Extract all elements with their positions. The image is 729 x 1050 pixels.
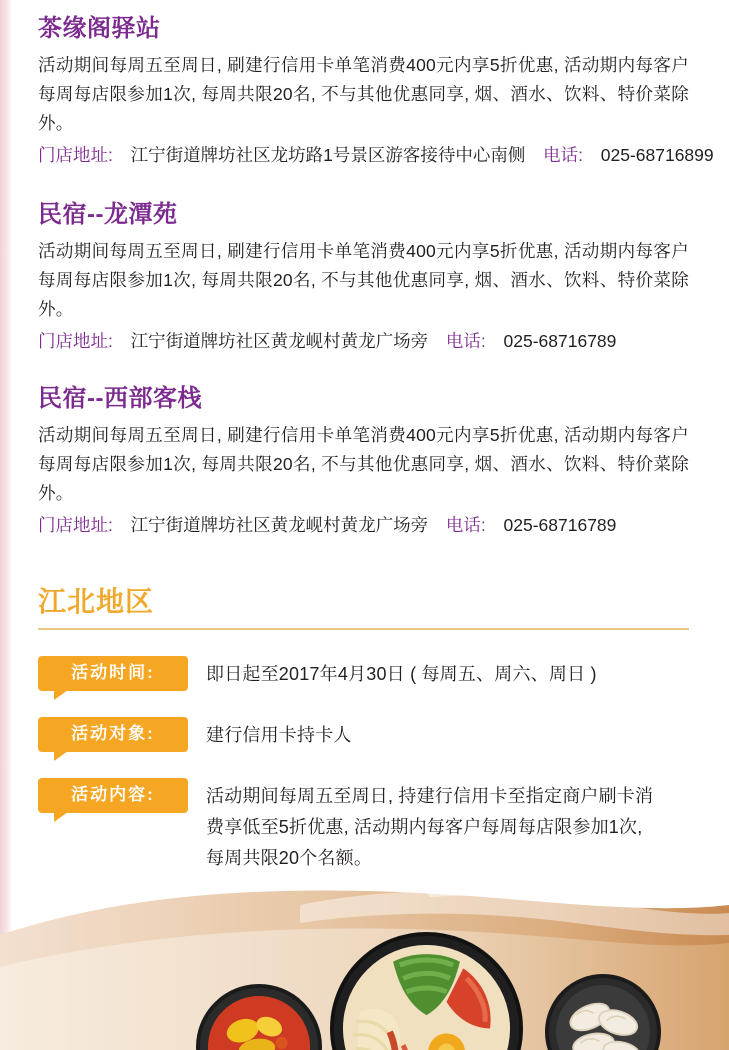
region-section-header	[0, 584, 729, 630]
address-value: 江宁街道牌坊社区龙坊路1号景区游客接待中心南侧	[130, 145, 526, 165]
info-row	[38, 778, 689, 874]
phone-value[interactable]: 025-68716899	[600, 145, 714, 165]
merchant-title: 民宿--西部客栈	[38, 385, 202, 412]
phone-label: 电话:	[445, 331, 486, 351]
address-label: 门店地址:	[38, 331, 113, 351]
info-row	[38, 656, 689, 691]
food-bowl-left-contents	[208, 996, 310, 1050]
address-label: 门店地址:	[38, 515, 113, 535]
activity-content-text: 活动期间每周五至周日, 持建行信用卡至指定商户刷卡消费享低至5折优惠, 活动期内每客户每周每店限参加1次, 每周共限20个名额。	[206, 786, 654, 868]
spacer	[0, 356, 729, 384]
merchant-contact	[38, 510, 689, 540]
address-value: 江宁街道牌坊社区黄龙岘村黄龙广场旁	[130, 331, 429, 351]
activity-time-text: 即日起至2017年4月30日 ( 每周五、周六、周日 )	[206, 664, 597, 684]
food-bowl-right-contents	[556, 985, 650, 1050]
phone-label: 电话:	[543, 145, 583, 165]
info-row	[38, 717, 689, 752]
mixed-rice-bowl-icon	[343, 945, 510, 1050]
merchant-card	[0, 384, 729, 540]
address-value: 江宁街道牌坊社区黄龙岘村黄龙广场旁	[130, 515, 429, 535]
activity-audience-text: 建行信用卡持卡人	[206, 725, 352, 745]
merchant-contact	[38, 140, 714, 170]
spacer	[0, 170, 729, 200]
phone-label: 电话:	[445, 515, 486, 535]
activity-info-list	[0, 656, 729, 874]
merchant-description: 活动期间每周五至周日, 刷建行信用卡单笔消费400元内享5折优惠, 活动期内每客户每周每店限参加1次, 每周共限20名, 不与其他优惠同享, 烟、酒水、饮料、特价菜除外。	[38, 55, 689, 133]
noodle-soup-icon	[208, 996, 310, 1050]
phone-value[interactable]: 025-68716789	[503, 515, 617, 535]
merchant-title: 茶缘阁驿站	[38, 15, 161, 42]
food-bowl-center-contents	[343, 945, 510, 1050]
address-label: 门店地址:	[38, 145, 113, 165]
merchant-title: 民宿--龙潭苑	[38, 201, 178, 228]
merchant-description: 活动期间每周五至周日, 刷建行信用卡单笔消费400元内享5折优惠, 活动期内每客户每周每店限参加1次, 每周共限20名, 不与其他优惠同享, 烟、酒水、饮料、特价菜除外。	[38, 241, 689, 319]
divider	[38, 628, 689, 630]
merchant-description: 活动期间每周五至周日, 刷建行信用卡单笔消费400元内享5折优惠, 活动期内每客户每周每店限参加1次, 每周共限20名, 不与其他优惠同享, 烟、酒水、饮料、特价菜除外。	[38, 425, 689, 503]
dumplings-icon	[556, 985, 650, 1050]
merchant-card	[0, 0, 729, 170]
activity-time-tag: 活动时间:	[38, 656, 188, 691]
activity-content-tag: 活动内容:	[38, 778, 188, 813]
merchant-card	[0, 200, 729, 356]
bottom-decoration	[0, 875, 729, 1050]
activity-audience-tag: 活动对象:	[38, 717, 188, 752]
region-title: 江北地区	[38, 586, 155, 617]
merchant-contact	[38, 326, 689, 356]
phone-value[interactable]: 025-68716789	[503, 331, 617, 351]
